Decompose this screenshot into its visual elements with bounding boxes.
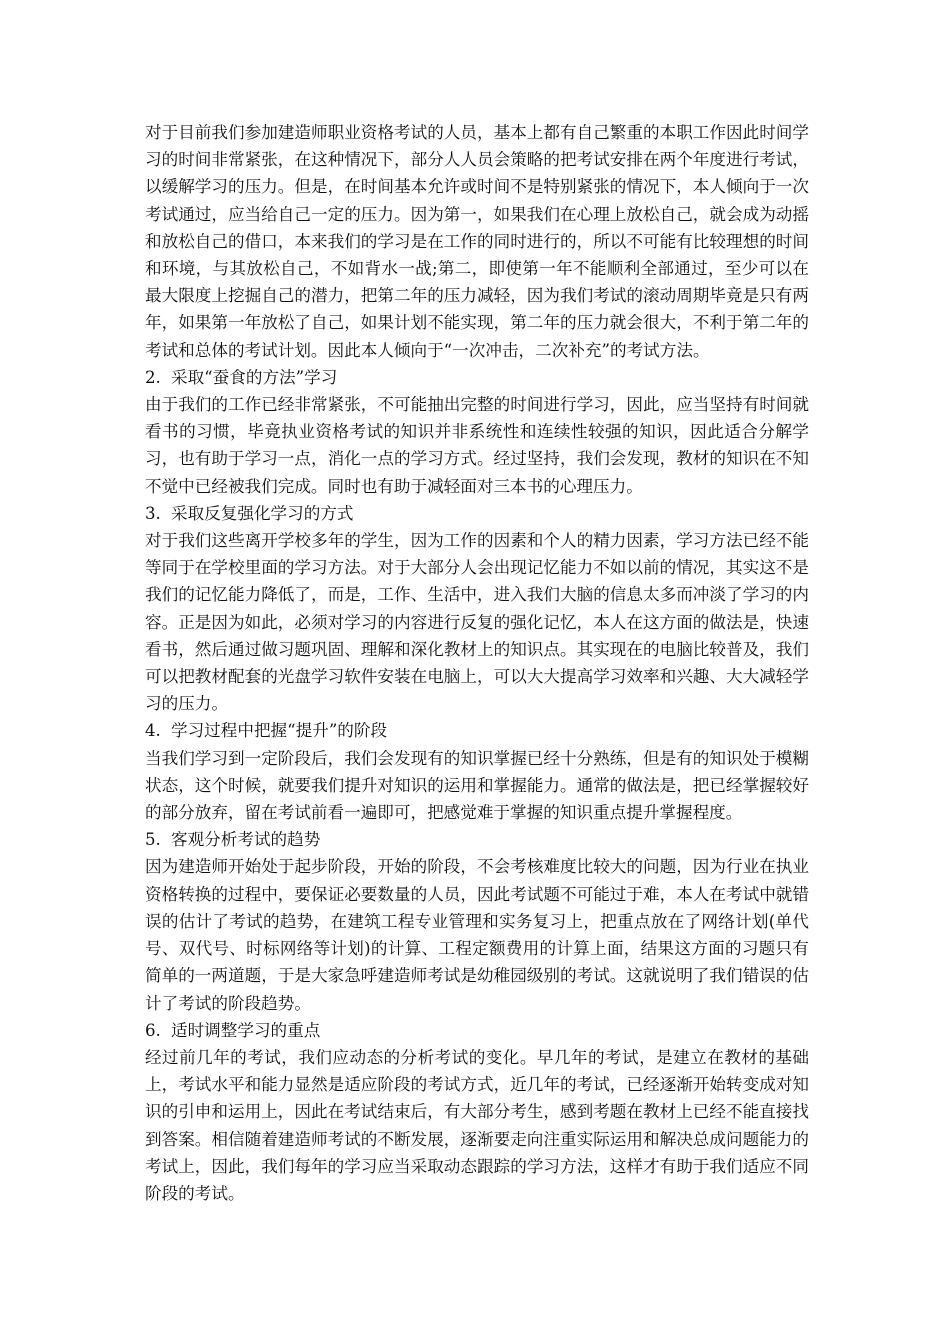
section-title: 客观分析考试的趋势 — [171, 830, 321, 850]
section-4-paragraph: 当我们学习到一定阶段后，我们会发现有的知识掌握已经十分熟练，但是有的知识处于模糊状态，这个时候，就要我们提升对知识的运用和掌握能力。通常的做法是，把已经掌握较好的部分放弃，留在考试前看一遍即可，把感觉难于掌握的知识重点提升掌握程度。 — [145, 748, 809, 823]
section-5-paragraph: 因为建造师开始处于起步阶段，开始的阶段，不会考核难度比较大的问题，因为行业在执业资格转换的过程中，要保证必要数量的人员，因此考试题不可能过于难，本人在考试中就错误的估计了考试的趋势，在建筑工程专业管理和实务复习上，把重点放在了网络计划(单代号、双代号、时标网络等计划)的计算、工程定额费用的计算上面，结果这方面的习题只有简单的一两道题，于是大家急呼建造师考试是幼稚园级别的考试。这就说明了我们错误的估计了考试的阶段趋势。 — [145, 857, 809, 1013]
section-2-paragraph: 由于我们的工作已经非常紧张，不可能抽出完整的时间进行学习，因此，应当坚持有时间就看书的习惯，毕竟执业资格考试的知识并非系统性和连续性较强的知识，因此适合分解学习，也有助于学习一点，消化一点的学习方式。经过坚持，我们会发现，教材的知识在不知不觉中已经被我们完成。同时也有助于减轻面对三本书的心理压力。 — [145, 395, 809, 496]
section-6-heading — [145, 1017, 809, 1044]
section-title: 采取反复强化学习的方式 — [171, 503, 354, 523]
section-2-heading — [145, 364, 809, 391]
section-4-heading — [145, 717, 809, 744]
section-number: 4. — [145, 721, 161, 741]
section-3-paragraph: 对于我们这些离开学校多年的学生，因为工作的因素和个人的精力因素，学习方法已经不能等同于在学校里面的学习方法。对于大部分人会出现记忆能力不如以前的情况，其实这不是我们的记忆能力降低了，而是，工作、生活中，进入我们大脑的信息太多而冲淡了学习的内容。正是因为如此，必须对学习的内容进行反复的强化记忆，本人在这方面的做法是，快速看书，然后通过做习题巩固、理解和深化教材上的知识点。其实现在的电脑比较普及，我们可以把教材配套的光盘学习软件安装在电脑上，可以大大提高学习效率和兴趣、大大减轻学习的压力。 — [145, 531, 809, 714]
section-title: 适时调整学习的重点 — [171, 1020, 321, 1040]
intro-paragraph: 对于目前我们参加建造师职业资格考试的人员，基本上都有自己繁重的本职工作因此时间学习的时间非常紧张，在这种情况下，部分人人员会策略的把考试安排在两个年度进行考试，以缓解学习的压力。但是，在时间基本允许或时间不是特别紧张的情况下，本人倾向于一次考试通过，应当给自己一定的压力。因为第一，如果我们在心理上放松自己，就会成为动摇和放松自己的借口，本来我们的学习是在工作的同时进行的，所以不可能有比较理想的时间和环境，与其放松自己，不如背水一战;第二，即使第一年不能顺利全部通过，至少可以在最大限度上挖掘自己的潜力，把第二年的压力减轻，因为我们考试的滚动周期毕竟是只有两年，如果第一年放松了自己，如果计划不能实现，第二年的压力就会很大，不利于第二年的考试和总体的考试计划。因此本人倾向于“一次冲击，二次补充”的考试方法。 — [145, 123, 809, 360]
section-number: 2. — [145, 367, 161, 387]
document-page — [145, 119, 809, 1207]
section-6-paragraph: 经过前几年的考试，我们应动态的分析考试的变化。早几年的考试，是建立在教材的基础上，考试水平和能力显然是适应阶段的考试方式，近几年的考试，已经逐渐开始转变成对知识的引申和运用上，因此在考试结束后，有大部分考生，感到考题在教材上已经不能直接找到答案。相信随着建造师考试的不断发展，逐渐要走向注重实际运用和解决总成问题能力的考试上，因此，我们每年的学习应当采取动态跟踪的学习方法，这样才有助于我们适应不同阶段的考试。 — [145, 1047, 809, 1203]
section-title: 采取“蚕食的方法”学习 — [171, 367, 338, 387]
section-3-heading — [145, 500, 809, 527]
section-title: 学习过程中把握“提升”的阶段 — [171, 721, 388, 741]
section-number: 6. — [145, 1020, 161, 1040]
section-number: 5. — [145, 830, 161, 850]
section-5-heading — [145, 826, 809, 853]
section-number: 3. — [145, 503, 161, 523]
